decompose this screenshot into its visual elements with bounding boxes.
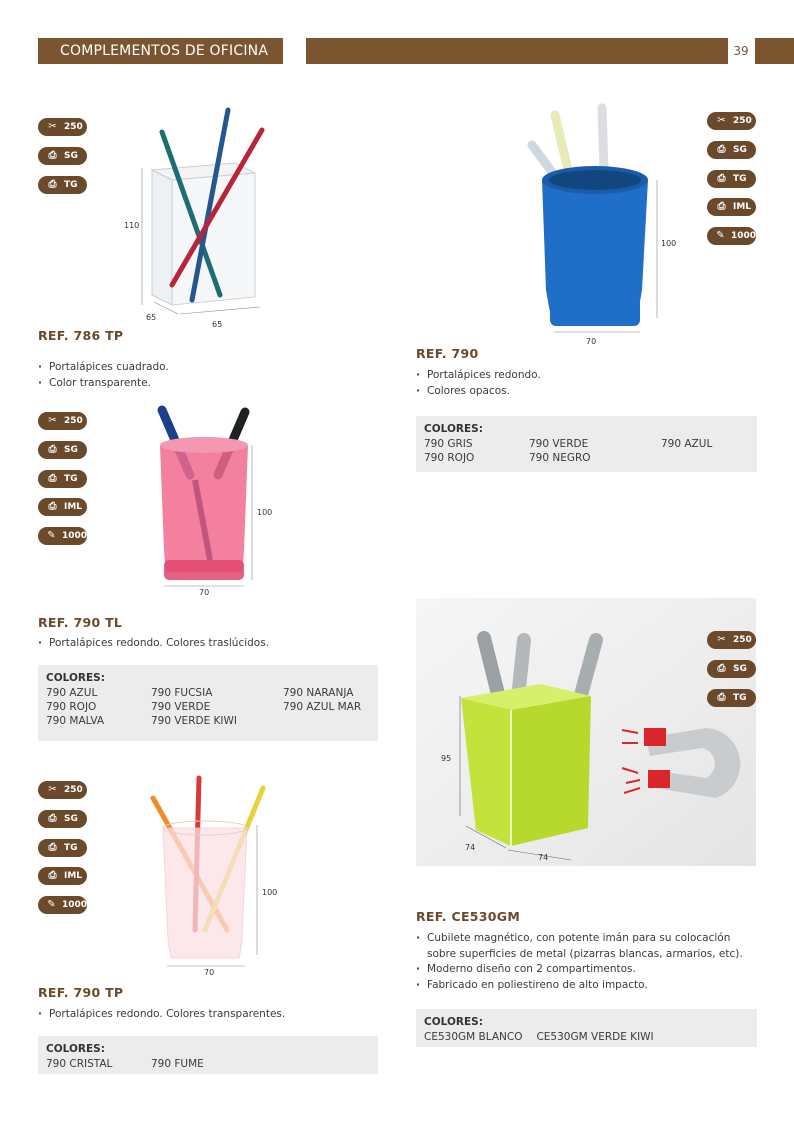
product-image — [145, 770, 278, 975]
product-features — [416, 368, 541, 399]
color-item: 790 ROJO — [424, 452, 475, 464]
colors-title: COLORES: — [46, 672, 105, 684]
color-item: 790 NARANJA — [283, 687, 354, 699]
dim-width: 70 — [204, 968, 215, 977]
color-item: 790 NEGRO — [529, 452, 591, 464]
badge: ✂ 250 — [38, 781, 87, 799]
color-item: 790 AZUL — [661, 438, 713, 450]
header-bar — [306, 38, 728, 64]
color-item: 790 CRISTAL — [46, 1058, 113, 1070]
printer-icon: ⎙ — [48, 870, 57, 881]
color-item: 790 FUCSIA — [151, 687, 213, 699]
feature-item: · Cubilete magnético, con potente imán para su colocación sobre superficies de metal (pizarras blancas, armarios, etc). — [416, 931, 746, 962]
badge: ⎙ TG — [38, 470, 87, 488]
color-item: 790 VERDE KIWI — [151, 715, 238, 727]
feature-item: · Fabricado en poliestireno de alto impacto. — [416, 978, 746, 994]
dim-depth: 74 — [465, 843, 476, 852]
badge: ✂ 250 — [707, 631, 756, 649]
dim-height: 100 — [661, 239, 677, 248]
dim-width: 74 — [538, 853, 549, 862]
color-item: 790 VERDE — [529, 438, 589, 450]
product-image — [416, 598, 756, 866]
badge: ✎ 1000 — [707, 227, 756, 245]
colors-panel — [416, 1009, 757, 1047]
product-ref: REF. 790 TL — [38, 615, 123, 630]
feature-item: · Moderno diseño con 2 compartimentos. — [416, 962, 746, 978]
product-image — [140, 100, 280, 325]
product-ref: REF. 790 — [416, 346, 479, 361]
colors-panel — [38, 665, 378, 741]
feature-item: · Portalápices redondo. Colores transparentes. — [38, 1007, 285, 1023]
color-item: CE530GM BLANCO — [424, 1031, 523, 1043]
brush-icon: ✎ — [716, 230, 725, 241]
product-features — [38, 360, 169, 391]
dim-width: 65 — [212, 320, 223, 329]
printer-icon: ⎙ — [48, 444, 57, 455]
feature-item: · Portalápices cuadrado. — [38, 360, 169, 376]
dim-width: 70 — [586, 337, 597, 346]
feature-item: · Portalápices redondo. Colores traslúcidos. — [38, 636, 269, 652]
color-item: 790 VERDE — [151, 701, 211, 713]
product-ref: REF. 786 TP — [38, 328, 124, 343]
scissors-icon: ✂ — [717, 634, 726, 645]
product-ref: REF. CE530GM — [416, 909, 521, 924]
badge: ⎙ SG — [38, 441, 87, 459]
dim-depth: 65 — [146, 313, 157, 322]
dim-height: 100 — [257, 508, 273, 517]
badge: ⎙ TG — [38, 176, 87, 194]
printer-icon: ⎙ — [717, 692, 726, 703]
section-header — [38, 38, 283, 64]
product-features — [416, 931, 746, 993]
printer-icon: ⎙ — [717, 173, 726, 184]
brush-icon: ✎ — [47, 530, 56, 541]
badge: ⎙ IML — [38, 498, 87, 516]
color-item: 790 MALVA — [46, 715, 105, 727]
colors-panel — [416, 416, 757, 472]
printer-icon: ⎙ — [48, 501, 57, 512]
product-image — [150, 400, 273, 600]
colors-panel — [38, 1036, 378, 1074]
badge: ⎙ SG — [38, 810, 87, 828]
badge: ⎙ SG — [707, 141, 756, 159]
color-item: 790 AZUL — [46, 687, 98, 699]
product-features — [38, 1007, 285, 1023]
badge: ✂ 250 — [38, 412, 87, 430]
badge: ✎ 1000 — [38, 896, 87, 914]
badge: ✂ 250 — [38, 118, 87, 136]
dim-height: 110 — [124, 221, 140, 230]
badge: ✎ 1000 — [38, 527, 87, 545]
colors-title: COLORES: — [46, 1043, 105, 1055]
printer-icon: ⎙ — [717, 201, 726, 212]
badge: ⎙ SG — [707, 660, 756, 678]
printer-icon: ⎙ — [48, 179, 57, 190]
scissors-icon: ✂ — [48, 121, 57, 132]
printer-icon: ⎙ — [717, 663, 726, 674]
header-bar-tail — [755, 38, 794, 64]
page-number: 39 — [728, 38, 754, 64]
scissors-icon: ✂ — [48, 784, 57, 795]
product-features — [38, 636, 269, 652]
section-title: COMPLEMENTOS DE OFICINA — [60, 43, 269, 59]
badge: ⎙ SG — [38, 147, 87, 165]
color-item: 790 ROJO — [46, 701, 97, 713]
product-image — [520, 100, 670, 350]
dim-height: 95 — [441, 754, 452, 763]
feature-item: · Color transparente. — [38, 376, 169, 392]
badge: ⎙ TG — [38, 839, 87, 857]
badge: ⎙ IML — [38, 867, 87, 885]
badge: ✂ 250 — [707, 112, 756, 130]
color-item: 790 AZUL MAR — [283, 701, 362, 713]
color-item: 790 GRIS — [424, 438, 473, 450]
printer-icon: ⎙ — [48, 150, 57, 161]
dim-width: 70 — [199, 588, 210, 597]
badge: ⎙ IML — [707, 198, 756, 216]
printer-icon: ⎙ — [48, 842, 57, 853]
scissors-icon: ✂ — [48, 415, 57, 426]
printer-icon: ⎙ — [48, 473, 57, 484]
colors-title: COLORES: — [424, 423, 483, 435]
scissors-icon: ✂ — [717, 115, 726, 126]
feature-item: · Portalápices redondo. — [416, 368, 541, 384]
badge: ⎙ TG — [707, 689, 756, 707]
color-item: 790 FUME — [151, 1058, 204, 1070]
feature-item: · Colores opacos. — [416, 384, 541, 400]
colors-title: COLORES: — [424, 1016, 483, 1028]
printer-icon: ⎙ — [48, 813, 57, 824]
product-ref: REF. 790 TP — [38, 985, 124, 1000]
color-item: CE530GM VERDE KIWI — [536, 1031, 654, 1043]
badge: ⎙ TG — [707, 170, 756, 188]
printer-icon: ⎙ — [717, 144, 726, 155]
dim-height: 100 — [262, 888, 278, 897]
brush-icon: ✎ — [47, 899, 56, 910]
